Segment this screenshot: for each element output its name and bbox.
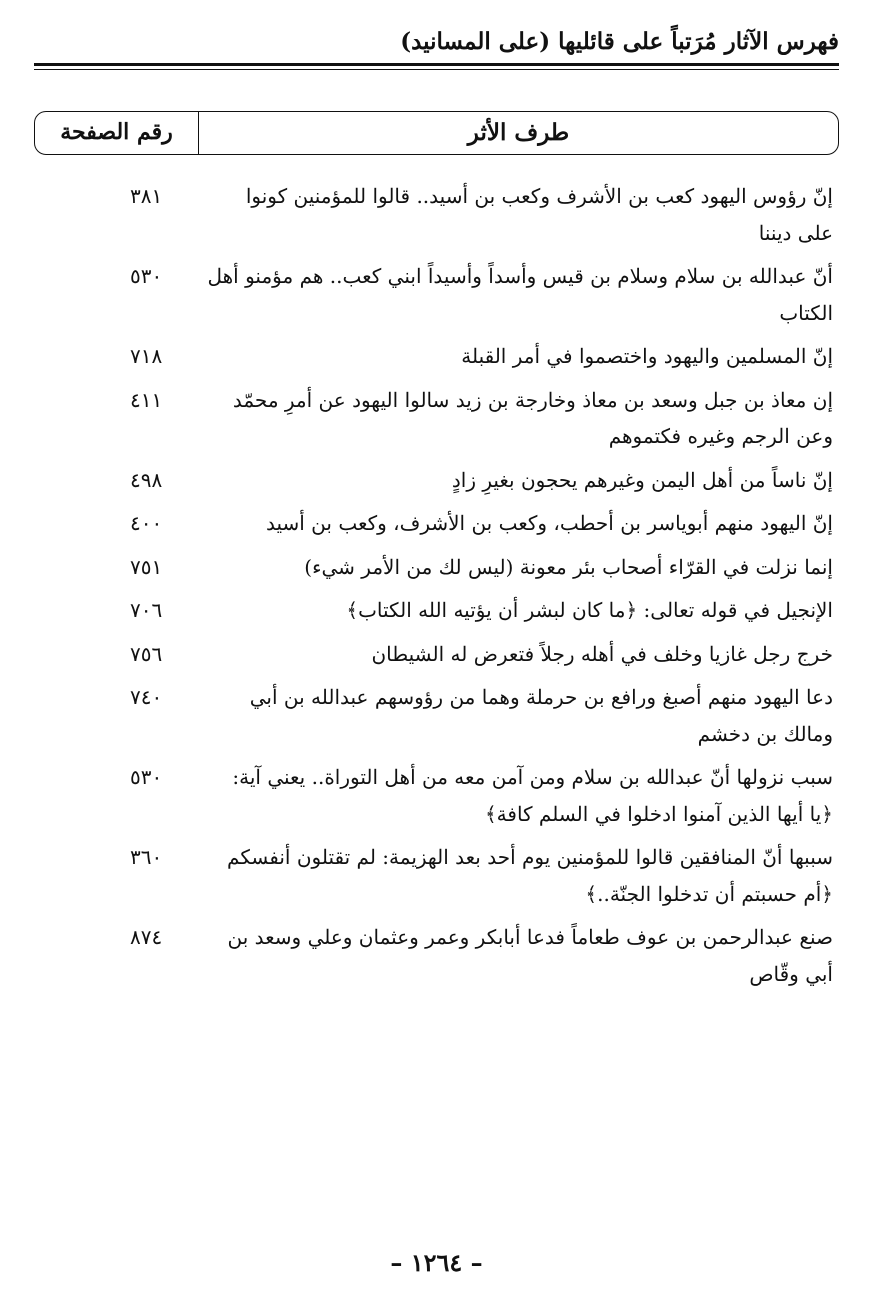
column-header-athar: طرف الأثر: [467, 119, 570, 146]
list-item: [40, 549, 833, 593]
list-item: [40, 679, 833, 759]
entry-page: ٤٩٨: [130, 467, 163, 492]
entry-page: ٤٠٠: [130, 511, 163, 535]
entry-text: إنّ ناساً من أهل اليمن وغيرهم يحجون بغيرِ زادٍ: [451, 467, 833, 492]
header-rule-thick: [34, 63, 839, 66]
entry-text: إنّ المسلمين واليهود واختصموا في أمر القبلة: [461, 344, 833, 368]
list-item: [40, 592, 833, 636]
header-rule-thin: [34, 69, 839, 70]
entries-list: [40, 178, 833, 999]
list-item: [40, 258, 833, 338]
entry-text: دعا اليهود منهم أصبغ ورافع بن حرملة وهما من رؤوسهم عبدالله بن أبي ومالك بن دخشم: [249, 685, 833, 746]
list-item: [40, 919, 833, 999]
entry-text: إن معاذ بن جبل وسعد بن معاذ وخارجة بن زيد سالوا اليهود عن أمرِ محمّد وعن الرجم وغيره فكتموهم: [232, 387, 833, 448]
entry-page: ٣٦٠: [130, 845, 163, 869]
list-item: [40, 759, 833, 839]
entry-text: أنّ عبدالله بن سلام وسلام بن قيس وأسداً وأسيداً ابني كعب.. هم مؤمنو أهل الكتاب: [207, 264, 833, 325]
list-item: [40, 505, 833, 549]
entry-text: إنّ رؤوس اليهود كعب بن الأشرف وكعب بن أسيد.. قالوا للمؤمنين كونوا على ديننا: [245, 184, 833, 245]
page-number: – ١٢٦٤ –: [390, 1248, 483, 1277]
entry-text: الإنجيل في قوله تعالى: ﴿ما كان لبشر أن يؤتيه الله الكتاب﴾: [346, 598, 833, 622]
entry-text: إنّ اليهود منهم أبوياسر بن أحطب، وكعب بن الأشرف، وكعب بن أسيد: [265, 511, 833, 535]
entry-page: ٧٤٠: [130, 685, 163, 709]
entry-page: ٧١٨: [130, 344, 163, 368]
entry-page: ٤١١: [130, 387, 163, 412]
entry-page: ٧٠٦: [130, 598, 163, 622]
entry-text: سبب نزولها أنّ عبدالله بن سلام ومن آمن معه من أهل التوراة.. يعني آية: ﴿يا أيها الذين آمنوا ادخلوا في السلم كافة﴾: [232, 765, 833, 826]
list-item: [40, 839, 833, 919]
entry-page: ٣٨١: [130, 184, 163, 208]
list-item: [40, 382, 833, 462]
entry-page: ٧٥٦: [130, 641, 163, 666]
column-header-page: رقم الصفحة: [35, 112, 199, 154]
entry-text: صنع عبدالرحمن بن عوف طعاماً فدعا أبابكر وعمر وعثمان وعلي وسعد بن أبي وقّاص: [227, 925, 833, 986]
entry-text: إنما نزلت في القرّاء أصحاب بئر معونة (ليس لك من الأمر شيء): [304, 554, 833, 579]
entry-page: ٥٣٠: [130, 765, 163, 789]
entry-text: خرج رجل غازيا وخلف في أهله رجلاً فتعرض له الشيطان: [371, 641, 833, 666]
entry-page: ٧٥١: [130, 554, 163, 579]
list-item: [40, 636, 833, 680]
entry-text: سببها أنّ المنافقين قالوا للمؤمنين يوم أحد بعد الهزيمة: لم تقتلون أنفسكم ﴿أم حسبتم أن تدخلوا الجنّة..﴾: [227, 845, 833, 906]
list-item: [40, 178, 833, 258]
entry-page: ٥٣٠: [130, 264, 163, 288]
list-item: [40, 338, 833, 382]
table-header: [34, 111, 839, 155]
entry-page: ٨٧٤: [130, 925, 163, 949]
list-item: [40, 462, 833, 506]
running-head: فهرس الآثار مُرَتباً على قائليها (على المسانيد): [400, 28, 839, 55]
